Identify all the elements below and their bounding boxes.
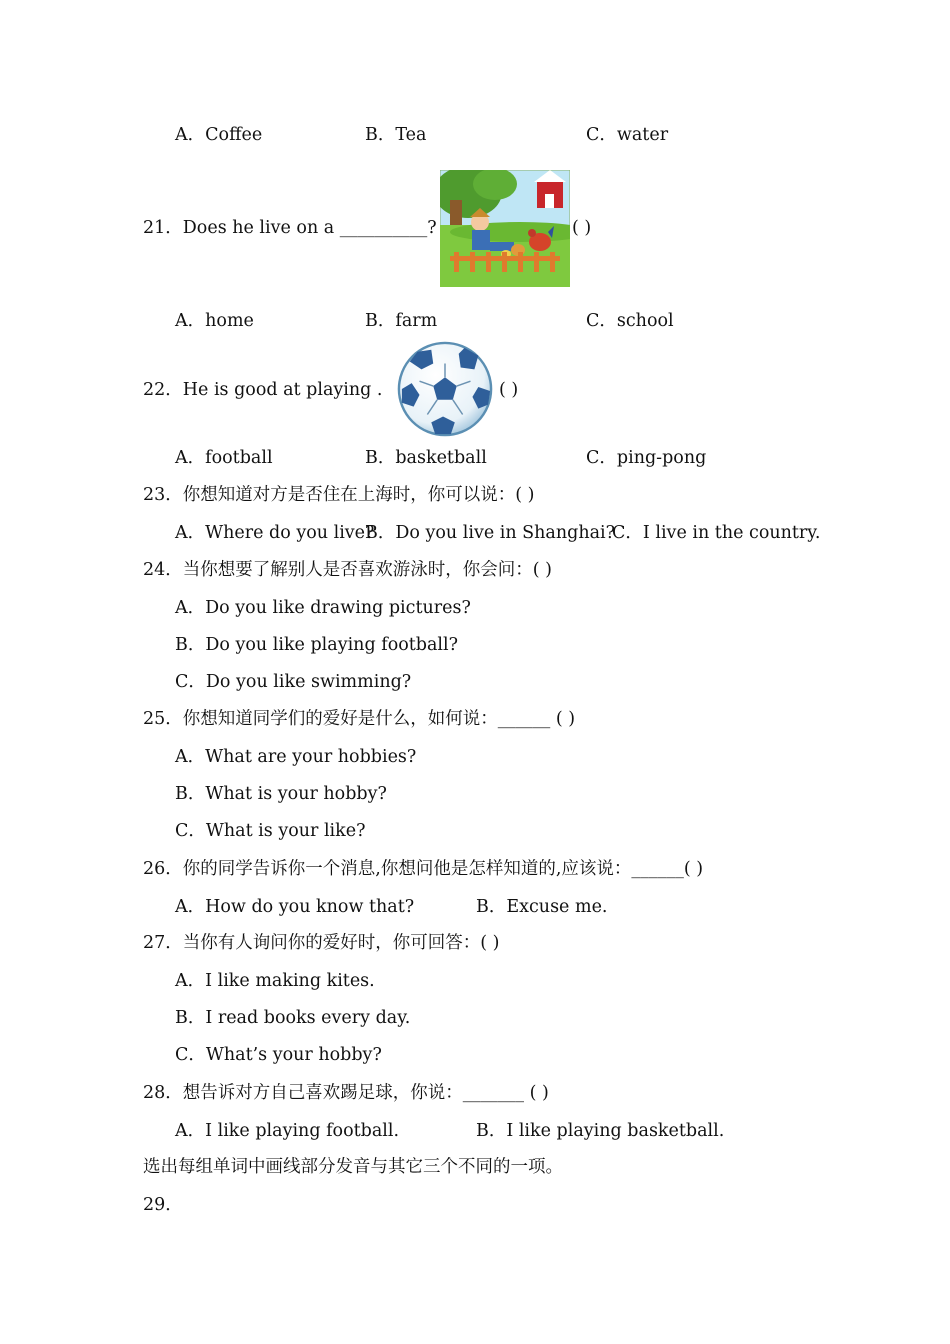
- q26-option-b: B．Excuse me.: [476, 897, 608, 917]
- soccer-ball-picture: [396, 340, 494, 438]
- q20-option-b: B．Tea: [365, 125, 427, 145]
- q27-option-a: A．I like making kites.: [175, 971, 375, 991]
- q22-option-b: B．basketball: [365, 448, 487, 468]
- q21-option-b: B．farm: [365, 311, 438, 331]
- q21-answer-paren: ( ): [572, 218, 592, 238]
- q22-option-a: A．football: [175, 448, 273, 468]
- q29-stem: 29．: [143, 1195, 183, 1215]
- q27-stem: 27．当你有人询问你的爱好时，你可回答：( ): [143, 933, 500, 953]
- q23-stem: 23．你想知道对方是否住在上海时，你可以说：( ): [143, 485, 535, 505]
- q21-option-c: C．school: [586, 311, 674, 331]
- section-instruction: 选出每组单词中画线部分发音与其它三个不同的一项。: [143, 1157, 563, 1177]
- q26-option-a: A．How do you know that?: [175, 897, 415, 917]
- q26-stem: 26．你的同学告诉你一个消息,你想问他是怎样知道的,应该说：______( ): [143, 859, 704, 879]
- q27-option-b: B．I read books every day.: [175, 1008, 411, 1028]
- q21-stem: 21．Does he live on a __________?: [143, 218, 437, 238]
- q20-option-a: A．Coffee: [175, 125, 263, 145]
- q22-option-c: C．ping-pong: [586, 448, 707, 468]
- q25-option-c: C．What is your like?: [175, 821, 366, 841]
- q23-option-b: B．Do you live in Shanghai?: [365, 523, 616, 543]
- q28-option-a: A．I like playing football.: [175, 1121, 400, 1141]
- q21-option-a: A．home: [175, 311, 254, 331]
- q25-option-a: A．What are your hobbies?: [175, 747, 417, 767]
- q22-answer-paren: ( ): [499, 380, 519, 400]
- q28-stem: 28．想告诉对方自己喜欢踢足球，你说：_______ ( ): [143, 1083, 549, 1103]
- q22-stem: 22．He is good at playing .: [143, 380, 383, 400]
- q20-option-c: C．water: [586, 125, 669, 145]
- q24-option-b: B．Do you like playing football?: [175, 635, 459, 655]
- q25-option-b: B．What is your hobby?: [175, 784, 387, 804]
- q23-option-c: C．I live in the country.: [612, 523, 821, 543]
- q24-option-c: C．Do you like swimming?: [175, 672, 412, 692]
- farm-boy-with-chickens-picture: [440, 170, 570, 287]
- q28-option-b: B．I like playing basketball.: [476, 1121, 725, 1141]
- q25-stem: 25．你想知道同学们的爱好是什么，如何说：______ ( ): [143, 709, 576, 729]
- q23-option-a: A．Where do you live?: [175, 523, 375, 543]
- q27-option-c: C．What’s your hobby?: [175, 1045, 382, 1065]
- q24-stem: 24．当你想要了解别人是否喜欢游泳时，你会问：( ): [143, 560, 552, 580]
- q24-option-a: A．Do you like drawing pictures?: [175, 598, 471, 618]
